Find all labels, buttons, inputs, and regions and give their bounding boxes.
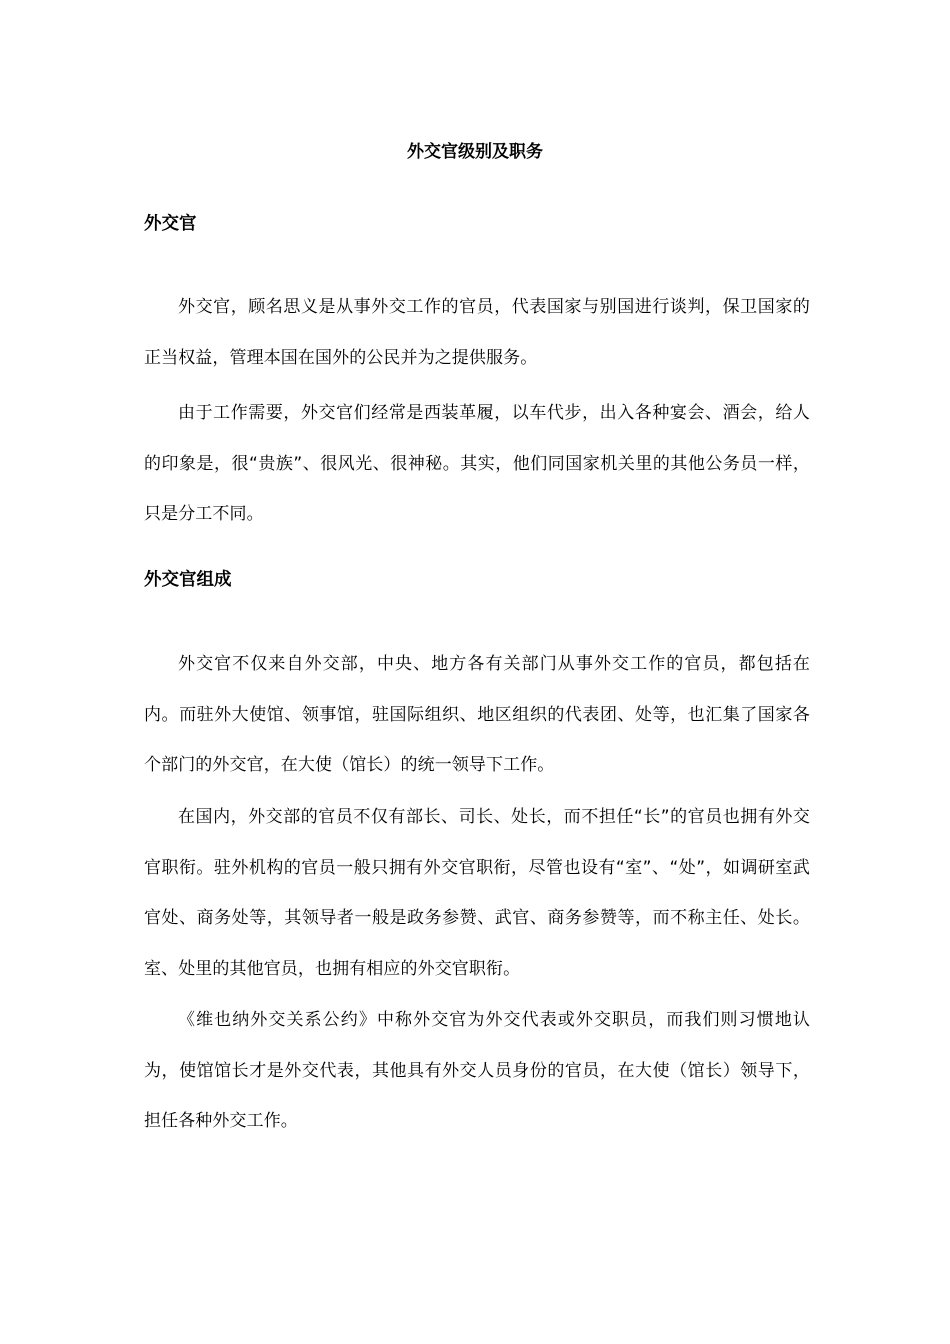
section-heading-diplomat: 外交官 — [144, 214, 197, 234]
document-title: 外交官级别及职务 — [407, 142, 543, 162]
section-heading-diplomat-composition: 外交官组成 — [144, 570, 232, 590]
paragraph: 《维也纳外交关系公约》中称外交官为外交代表或外交职员，而我们则习惯地认为，使馆馆长才是外交代表，其他具有外交人员身份的官员，在大使（馆长）领导下，担任各种外交工作。 — [144, 1010, 810, 1131]
paragraph: 由于工作需要，外交官们经常是西装革履，以车代步，出入各种宴会、酒会，给人的印象是，很“贵族”、很风光、很神秘。其实，他们同国家机关里的其他公务员一样，只是分工不同。 — [144, 403, 810, 524]
paragraph: 外交官不仅来自外交部，中央、地方各有关部门从事外交工作的官员，都包括在内。而驻外大使馆、领事馆，驻国际组织、地区组织的代表团、处等，也汇集了国家各个部门的外交官，在大使（馆长）的统一领导下工作。 — [144, 654, 810, 775]
paragraph: 外交官，顾名思义是从事外交工作的官员，代表国家与别国进行谈判，保卫国家的正当权益，管理本国在国外的公民并为之提供服务。 — [144, 297, 810, 368]
paragraph: 在国内，外交部的官员不仅有部长、司长、处长，而不担任“长”的官员也拥有外交官职衔。驻外机构的官员一般只拥有外交官职衔，尽管也设有“室”、“处”，如调研室武官处、商务处等，其领导者一般是政务参赞、武官、商务参赞等，而不称主任、处长。室、处里的其他官员，也拥有相应的外交官职衔。 — [144, 807, 810, 979]
